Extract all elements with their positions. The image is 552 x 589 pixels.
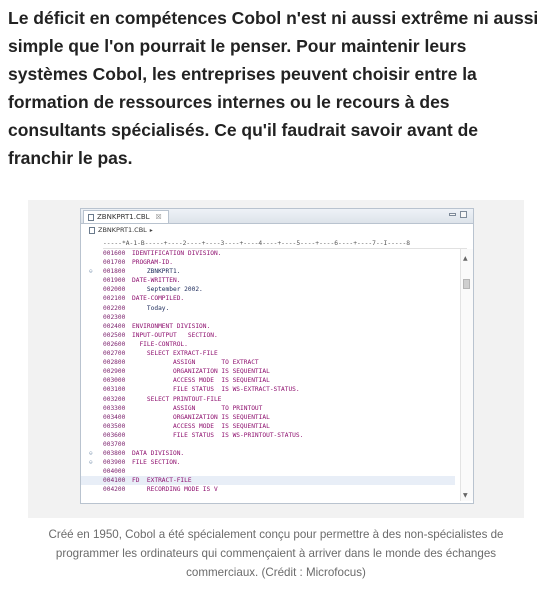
code-text: September 2002. (132, 286, 203, 294)
code-line (81, 395, 455, 404)
sequence-number: 003500 (103, 422, 126, 430)
code-text: ENVIRONMENT DIVISION. (132, 322, 211, 330)
sequence-number: 003200 (103, 395, 126, 403)
sequence-number: 003600 (103, 431, 126, 439)
code-line (81, 285, 455, 294)
sequence-number: 002000 (103, 286, 126, 294)
fold-icon: ⊖ (89, 459, 93, 467)
sequence-number: 003100 (103, 386, 126, 394)
code-text: RECORDING MODE IS V (132, 486, 218, 494)
code-text: ZBNKPRT1. (132, 268, 181, 276)
code-line (81, 422, 455, 431)
code-line (81, 294, 455, 303)
code-text: IDENTIFICATION DIVISION. (132, 250, 222, 257)
code-line (81, 413, 455, 422)
file-icon (89, 227, 95, 234)
code-text: DATE-WRITTEN. (132, 277, 181, 285)
code-text: ASSIGN TO EXTRACT (132, 359, 259, 367)
sequence-number: 002500 (103, 331, 126, 339)
figure-caption: Créé en 1950, Cobol a été spécialement conçu pour permettre à des non-spécialistes de programmer les ordinateurs qui commençaient à arriver dans le monde des échanges commerciaux. (Crédit : Microfocus) (48, 528, 504, 579)
sequence-number: 001600 (103, 250, 126, 257)
maximize-icon (460, 211, 467, 218)
sequence-number: 002600 (103, 340, 126, 348)
code-editor-screenshot (80, 208, 474, 504)
code-line (81, 258, 455, 267)
sequence-number: 001800 (103, 268, 126, 276)
code-listing (81, 249, 455, 501)
sequence-number: 002100 (103, 295, 126, 303)
scroll-down-icon: ▼ (463, 492, 468, 499)
code-text: ACCESS MODE IS SEQUENTIAL (132, 377, 270, 385)
breadcrumb (81, 224, 473, 237)
code-text: ACCESS MODE IS SEQUENTIAL (132, 422, 270, 430)
code-line (81, 404, 455, 413)
code-line (81, 331, 455, 340)
code-text: Today. (132, 304, 170, 312)
scroll-up-icon: ▲ (463, 255, 468, 262)
fold-icon: ⊖ (89, 450, 93, 458)
code-text: ORGANIZATION IS SEQUENTIAL (132, 413, 270, 421)
code-text: DATA DIVISION. (132, 450, 185, 458)
close-icon: ☒ (155, 213, 162, 221)
code-line (81, 276, 455, 285)
chevron-right-icon: ▸ (149, 227, 153, 234)
code-line (81, 485, 455, 494)
vertical-scrollbar (460, 249, 473, 501)
sequence-number: 002400 (103, 322, 126, 330)
editor-tab-label: ZBNKPRT1.CBL (97, 213, 150, 221)
code-text: ORGANIZATION IS SEQUENTIAL (132, 368, 270, 376)
code-text: PROGRAM-ID. (132, 259, 173, 267)
code-text: FILE STATUS IS WS-EXTRACT-STATUS. (132, 386, 300, 394)
sequence-number: 001900 (103, 277, 126, 285)
code-text: DATE-COMPILED. (132, 295, 185, 303)
sequence-number: 002900 (103, 368, 126, 376)
breadcrumb-file: ZBNKPRT1.CBL (98, 226, 147, 234)
editor-tabbar (81, 209, 473, 224)
code-line (81, 431, 455, 440)
code-text: FILE STATUS IS WS-PRINTOUT-STATUS. (132, 431, 304, 439)
file-icon (88, 214, 94, 221)
sequence-number: 002700 (103, 350, 126, 358)
code-text: FILE SECTION. (132, 459, 181, 467)
code-line (81, 267, 455, 276)
minimize-icon (449, 213, 456, 216)
sequence-number: 004100 (103, 477, 126, 485)
code-line (81, 358, 455, 367)
code-line (81, 385, 455, 394)
scroll-thumb (463, 279, 470, 289)
column-ruler: -----*A-1-B-----+----2----+----3----+----4----+----5----+----6----+----7--I-----8 (103, 239, 467, 249)
article-lead: Le déficit en compétences Cobol n'est ni aussi extrême ni aussi simple que l'on pourrait le penser. Pour maintenir leurs systèmes Cobol, les entreprises peuvent choisir entre la formation de ressources internes ou le recours à des consultants spécialisés. Ce qu'il faudrait savoir avant de franchir le pas. (8, 8, 539, 168)
code-text: FILE-CONTROL. (132, 340, 188, 348)
code-line (81, 340, 455, 349)
sequence-number: 003300 (103, 404, 126, 412)
code-line (81, 458, 455, 467)
code-line (81, 349, 455, 358)
window-controls (449, 211, 467, 218)
sequence-number: 003400 (103, 413, 126, 421)
sequence-number: 002300 (103, 313, 126, 321)
code-line (81, 476, 455, 485)
sequence-number: 003900 (103, 459, 126, 467)
sequence-number: 002200 (103, 304, 126, 312)
code-text: INPUT-OUTPUT SECTION. (132, 331, 218, 339)
sequence-number: 003000 (103, 377, 126, 385)
sequence-number: 003700 (103, 440, 126, 448)
editor-tab (83, 210, 169, 223)
sequence-number: 003800 (103, 450, 126, 458)
sequence-number: 001700 (103, 259, 126, 267)
sequence-number: 004200 (103, 486, 126, 494)
code-text: SELECT EXTRACT-FILE (132, 350, 218, 358)
code-line (81, 304, 455, 313)
code-line (81, 322, 455, 331)
sequence-number: 004000 (103, 468, 126, 476)
code-line (81, 249, 455, 258)
code-line (81, 440, 455, 449)
sequence-number: 002800 (103, 359, 126, 367)
code-line (81, 467, 455, 476)
article-figure (28, 200, 524, 518)
code-text: FD EXTRACT-FILE (132, 477, 192, 485)
code-line (81, 367, 455, 376)
code-text: ASSIGN TO PRINTOUT (132, 404, 263, 412)
code-line (81, 313, 455, 322)
fold-icon: ⊖ (89, 268, 93, 276)
code-line (81, 376, 455, 385)
code-text: SELECT PRINTOUT-FILE (132, 395, 222, 403)
code-line (81, 449, 455, 458)
